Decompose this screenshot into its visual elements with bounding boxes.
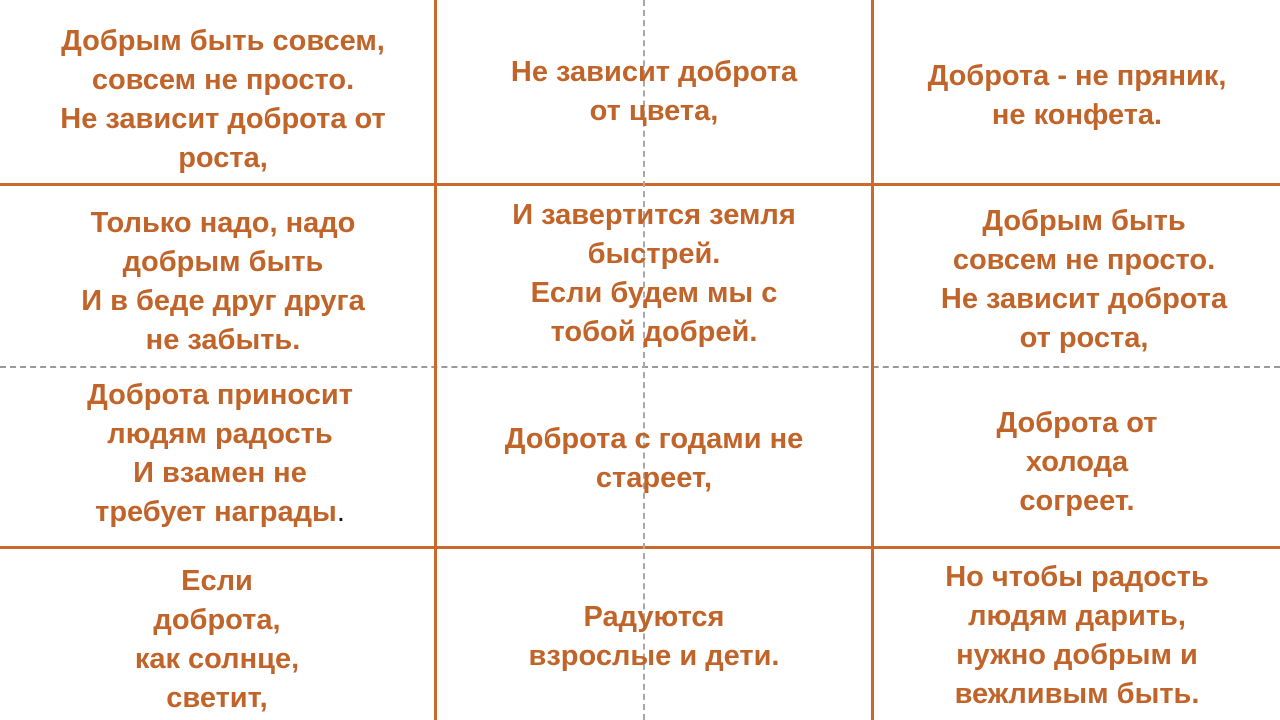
card-line: И в беде друг друга [81,285,365,317]
card-line: согреет. [1019,485,1135,517]
card-line: Не зависит доброта от [60,103,386,135]
card-line: не забыть. [145,324,301,356]
card-line: Добрым быть совсем, [61,25,385,57]
card-line: добрым быть [122,246,324,278]
row-divider-1 [0,183,1280,186]
card-line [95,493,345,532]
card-line: Но чтобы радость [945,561,1209,593]
card-line: нужно добрым и [956,639,1198,671]
row-divider-3 [0,546,1280,549]
card-line: как солнце, [134,643,300,675]
card-r4c1 [0,562,434,718]
trailing-period: . [336,496,345,528]
card-line: Если [181,565,253,597]
card-line: от роста, [1019,322,1149,354]
card-line: людям дарить, [968,600,1186,632]
card-r3c2 [437,420,871,498]
card-line: Добрым быть [982,205,1186,237]
card-line-text: требует награды [95,496,337,528]
card-line: Доброта приносит [87,379,353,411]
card-r2c3 [874,202,1280,358]
card-r2c1 [0,204,446,360]
card-line: И завертится земля [512,199,796,231]
card-line: Доброта - не пряник, [927,60,1227,92]
card-line: Не зависит доброта [510,56,798,88]
card-r1c2 [437,53,871,131]
card-line: тобой добрей. [550,316,758,348]
card-r3c3 [874,404,1280,521]
card-r2c2 [437,196,871,352]
card-line: Доброта от [996,407,1158,439]
card-line: вежливым быть. [954,678,1200,710]
card-line: совсем не просто. [91,64,355,96]
row-fold-line [0,366,1280,368]
card-r3c1 [0,376,440,532]
card-line: не конфета. [991,99,1163,131]
card-line: от цвета, [589,95,719,127]
card-r4c2 [437,598,871,676]
card-r1c1 [0,22,446,178]
card-line: взрослые и дети. [528,640,780,672]
card-line: быстрей. [587,238,721,270]
card-line: доброта, [153,604,281,636]
card-line: Доброта с годами не [504,423,804,455]
card-r1c3 [874,57,1280,135]
card-line: Не зависит доброта [940,283,1228,315]
card-line: роста, [178,142,268,174]
card-line: стареет, [595,462,713,494]
card-line: Радуются [583,601,725,633]
card-line: светит, [166,682,268,714]
card-line: холода [1025,446,1129,478]
card-line: Если будем мы с [530,277,778,309]
card-r4c3 [874,558,1280,714]
card-line: совсем не просто. [952,244,1216,276]
card-line: Только надо, надо [90,207,356,239]
card-line: И взамен не [133,457,307,489]
card-line: людям радость [107,418,333,450]
